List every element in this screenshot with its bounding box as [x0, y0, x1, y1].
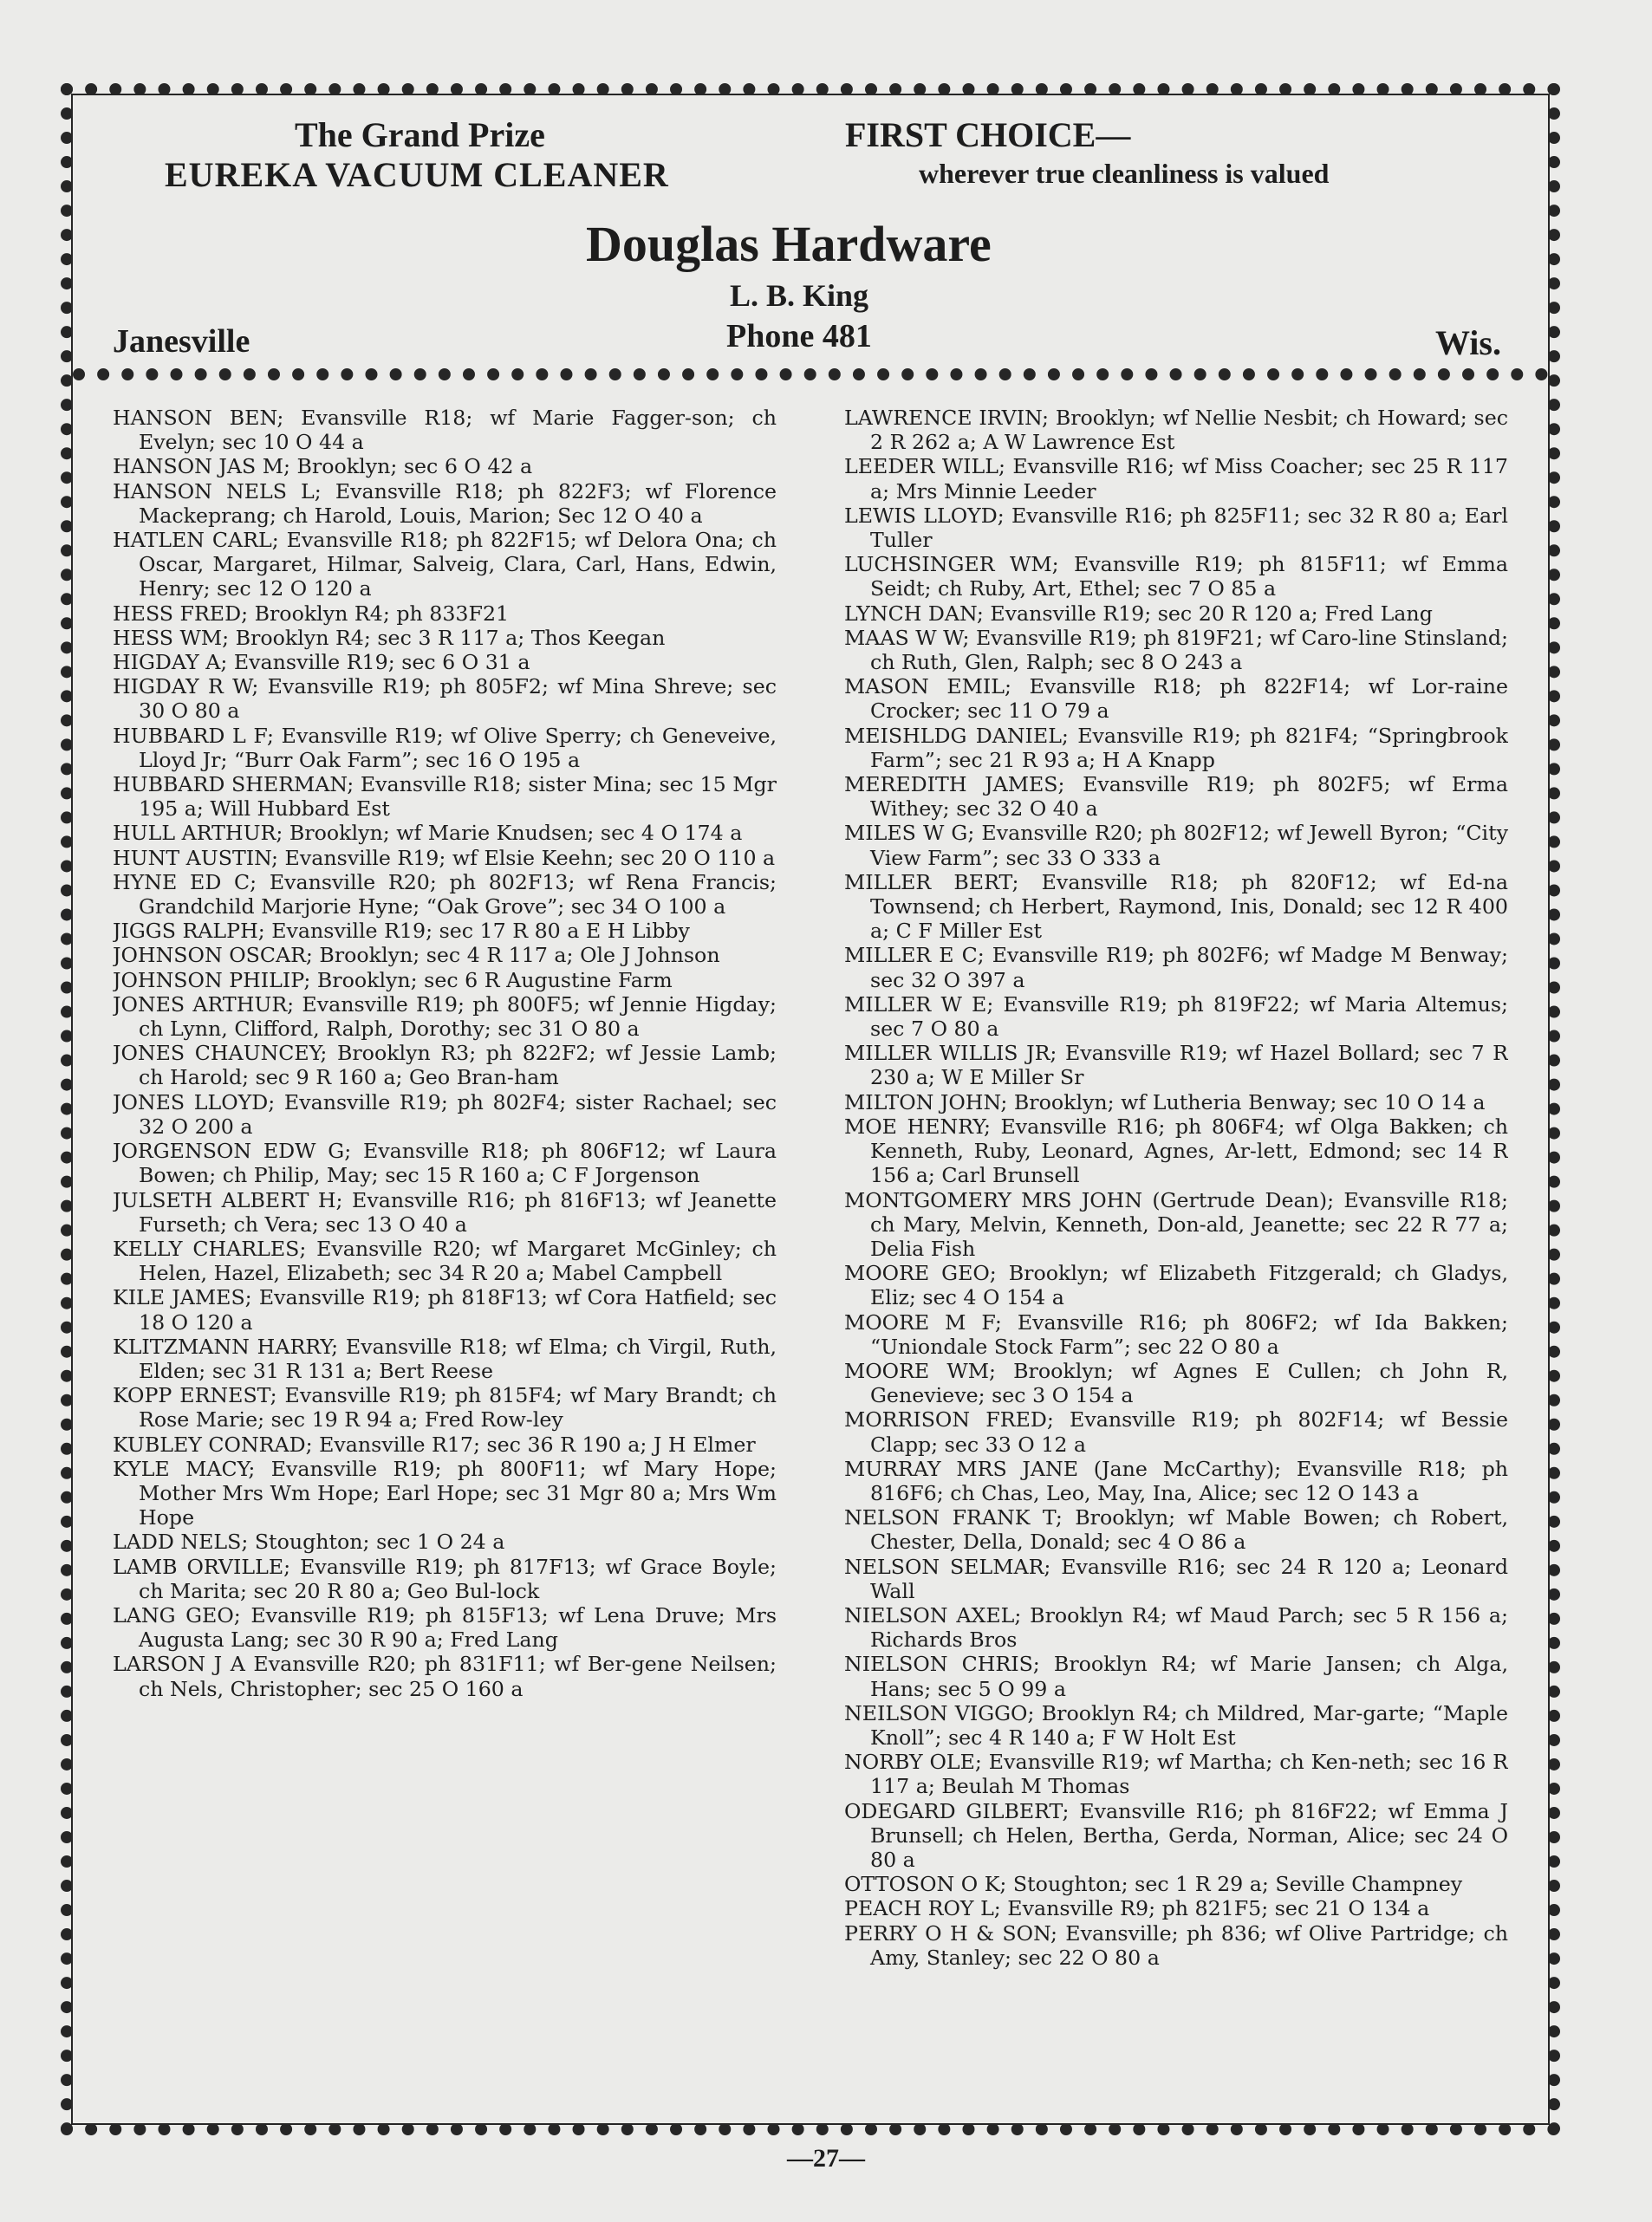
- directory-entry: MILTON JOHN; Brooklyn; wf Lutheria Benway; sec 10 O 14 a: [844, 1089, 1486, 1114]
- directory-entry: MASON EMIL; Evansville R18; ph 822F14; wf Lor-raine Crocker; sec 11 O 79 a: [844, 674, 1508, 724]
- directory-entry: NEILSON VIGGO; Brooklyn R4; ch Mildred, Mar-garte; “Maple Knoll”; sec 4 R 140 a; F W Holt Est: [844, 1700, 1508, 1750]
- directory-entry: MEISHLDG DANIEL; Evansville R19; ph 821F4; “Springbrook Farm”; sec 21 R 93 a; H A Knapp: [844, 723, 1508, 772]
- right-column: [844, 406, 1508, 2087]
- directory-entry: MOORE GEO; Brooklyn; wf Elizabeth Fitzgerald; ch Gladys, Eliz; sec 4 O 154 a: [844, 1261, 1508, 1310]
- directory-entry: MONTGOMERY MRS JOHN (Gertrude Dean); Evansville R18; ch Mary, Melvin, Kenneth, Don-ald, Jeanette; sec 22 R 77 a; Delia Fish: [844, 1187, 1508, 1261]
- directory-entry: HIGDAY R W; Evansville R19; ph 805F2; wf Mina Shreve; sec 30 O 80 a: [113, 674, 777, 724]
- directory-entry: NELSON SELMAR; Evansville R16; sec 24 R 120 a; Leonard Wall: [844, 1554, 1508, 1603]
- left-column: [113, 406, 777, 2087]
- directory-entry: JOHNSON OSCAR; Brooklyn; sec 4 R 117 a; Ole J Johnson: [113, 943, 720, 968]
- directory-entry: MILES W G; Evansville R20; ph 802F12; wf Jewell Byron; “City View Farm”; sec 33 O 333 a: [844, 821, 1508, 870]
- directory-entry: HANSON JAS M; Brooklyn; sec 6 O 42 a: [113, 454, 533, 479]
- directory-entry: HUBBARD L F; Evansville R19; wf Olive Sperry; ch Geneveive, Lloyd Jr; “Burr Oak Farm”; sec 16 O 195 a: [113, 723, 777, 772]
- directory-entry: NIELSON AXEL; Brooklyn R4; wf Maud Parch; sec 5 R 156 a; Richards Bros: [844, 1602, 1508, 1653]
- directory-entry: MURRAY MRS JANE (Jane McCarthy); Evansville R18; ph 816F6; ch Chas, Leo, May, Ina, Alice; sec 12 O 143 a: [844, 1456, 1508, 1505]
- directory-entry: MAAS W W; Evansville R19; ph 819F21; wf Caro-line Stinsland; ch Ruth, Glen, Ralph; sec 8 O 243 a: [844, 625, 1508, 675]
- directory-entry: JONES LLOYD; Evansville R19; ph 802F4; sister Rachael; sec 32 O 200 a: [113, 1089, 777, 1139]
- directory-entry: HANSON NELS L; Evansville R18; ph 822F3; wf Florence Mackeprang; ch Harold, Louis, Marion; Sec 12 O 40 a: [113, 478, 777, 528]
- directory-entry: HUNT AUSTIN; Evansville R19; wf Elsie Keehn; sec 20 O 110 a: [113, 845, 776, 870]
- directory-entry: KILE JAMES; Evansville R19; ph 818F13; wf Cora Hatfield; sec 18 O 120 a: [113, 1285, 777, 1335]
- directory-entry: NIELSON CHRIS; Brooklyn R4; wf Marie Jansen; ch Alga, Hans; sec 5 O 99 a: [844, 1652, 1508, 1701]
- ad-left-line2: EUREKA VACUUM CLEANER: [165, 155, 669, 194]
- directory-entry: LUCHSINGER WM; Evansville R19; ph 815F11; wf Emma Seidt; ch Ruby, Art, Ethel; sec 7 O 85 a: [844, 552, 1508, 601]
- directory-entry: KOPP ERNEST; Evansville R19; ph 815F4; wf Mary Brandt; ch Rose Marie; sec 19 R 94 a; Fred Row-ley: [113, 1383, 777, 1433]
- directory-entry: LARSON J A Evansville R20; ph 831F11; wf Ber-gene Neilsen; ch Nels, Christopher; sec 25 O 160 a: [113, 1652, 777, 1701]
- directory-entry: MILLER W E; Evansville R19; ph 819F22; wf Maria Altemus; sec 7 O 80 a: [844, 991, 1508, 1042]
- directory-entry: JULSETH ALBERT H; Evansville R16; ph 816F13; wf Jeanette Furseth; ch Vera; sec 13 O 40 a: [113, 1187, 777, 1237]
- advertisement: [0, 0, 1652, 381]
- directory-entry: PERRY O H & SON; Evansville; ph 836; wf Olive Partridge; ch Amy, Stanley; sec 22 O 80 a: [844, 1920, 1508, 1970]
- ad-state: Wis.: [1435, 323, 1501, 362]
- directory-entry: MOE HENRY; Evansville R16; ph 806F4; wf Olga Bakken; ch Kenneth, Ruby, Leonard, Agnes, Ar-lett, Edmond; sec 14 R 156 a; Carl Brunsell: [844, 1114, 1508, 1188]
- directory-entry: MILLER WILLIS JR; Evansville R19; wf Hazel Bollard; sec 7 R 230 a; W E Miller Sr: [844, 1041, 1508, 1090]
- directory-entry: JORGENSON EDW G; Evansville R18; ph 806F12; wf Laura Bowen; ch Philip, May; sec 15 R 160 a; C F Jorgenson: [113, 1139, 777, 1188]
- directory-entry: MILLER E C; Evansville R19; ph 802F6; wf Madge M Benway; sec 32 O 397 a: [844, 943, 1508, 992]
- directory-entry: LEEDER WILL; Evansville R16; wf Miss Coacher; sec 25 R 117 a; Mrs Minnie Leeder: [844, 454, 1508, 504]
- directory-entry: HANSON BEN; Evansville R18; wf Marie Fagger-son; ch Evelyn; sec 10 O 44 a: [113, 406, 777, 455]
- directory-entry: LYNCH DAN; Evansville R19; sec 20 R 120 a; Fred Lang: [844, 601, 1433, 626]
- directory-entry: MILLER BERT; Evansville R18; ph 820F12; wf Ed-na Townsend; ch Herbert, Raymond, Inis, Donald; sec 12 R 400 a; C F Miller Est: [844, 869, 1508, 944]
- directory-entry: HUBBARD SHERMAN; Evansville R18; sister Mina; sec 15 Mgr 195 a; Will Hubbard Est: [113, 772, 777, 822]
- directory-entry: JONES ARTHUR; Evansville R19; ph 800F5; wf Jennie Higday; ch Lynn, Clifford, Ralph, Dorothy; sec 31 O 80 a: [113, 991, 777, 1042]
- directory-entry: JONES CHAUNCEY; Brooklyn R3; ph 822F2; wf Jessie Lamb; ch Harold; sec 9 R 160 a; Geo Bran-ham: [113, 1041, 777, 1090]
- directory-entry: LAMB ORVILLE; Evansville R19; ph 817F13; wf Grace Boyle; ch Marita; sec 20 R 80 a; Geo Bul-lock: [113, 1554, 777, 1603]
- directory-entry: MOORE WM; Brooklyn; wf Agnes E Cullen; ch John R, Genevieve; sec 3 O 154 a: [844, 1358, 1508, 1408]
- directory-entry: MOORE M F; Evansville R16; ph 806F2; wf Ida Bakken; “Uniondale Stock Farm”; sec 22 O 80 a: [844, 1309, 1508, 1359]
- directory-entry: HYNE ED C; Evansville R20; ph 802F13; wf Rena Francis; Grandchild Marjorie Hyne; “Oak Grove”; sec 34 O 100 a: [113, 869, 777, 919]
- directory-entry: NORBY OLE; Evansville R19; wf Martha; ch Ken-neth; sec 16 R 117 a; Beulah M Thomas: [844, 1750, 1508, 1799]
- directory-entry: KLITZMANN HARRY; Evansville R18; wf Elma; ch Virgil, Ruth, Elden; sec 31 R 131 a; Bert Reese: [113, 1334, 777, 1383]
- directory-entry: JIGGS RALPH; Evansville R19; sec 17 R 80 a E H Libby: [113, 919, 690, 944]
- directory-entry: NELSON FRANK T; Brooklyn; wf Mable Bowen; ch Robert, Chester, Della, Donald; sec 4 O 86 a: [844, 1505, 1508, 1555]
- directory-entry: KUBLEY CONRAD; Evansville R17; sec 36 R 190 a; J H Elmer: [113, 1432, 756, 1457]
- ad-divider: [73, 368, 1548, 380]
- directory-entry: KYLE MACY; Evansville R19; ph 800F11; wf Mary Hope; Mother Mrs Wm Hope; Earl Hope; sec 31 Mgr 80 a; Mrs Wm Hope: [113, 1456, 777, 1530]
- ad-right-line2: wherever true cleanliness is valued: [919, 158, 1330, 189]
- ad-title: Douglas Hardware: [586, 216, 992, 272]
- directory-entry: PEACH ROY L; Evansville R9; ph 821F5; sec 21 O 134 a: [844, 1896, 1430, 1921]
- directory-entry: ODEGARD GILBERT; Evansville R16; ph 816F22; wf Emma J Brunsell; ch Helen, Bertha, Gerda, Norman, Alice; sec 24 O 80 a: [844, 1798, 1508, 1872]
- directory-entry: KELLY CHARLES; Evansville R20; wf Margaret McGinley; ch Helen, Hazel, Elizabeth; sec 34 R 20 a; Mabel Campbell: [113, 1236, 777, 1286]
- ad-city: Janesville: [113, 323, 250, 360]
- directory-entry: HULL ARTHUR; Brooklyn; wf Marie Knudsen; sec 4 O 174 a: [113, 821, 743, 846]
- directory-entry: LEWIS LLOYD; Evansville R16; ph 825F11; sec 32 R 80 a; Earl Tuller: [844, 503, 1508, 553]
- directory-entry: LAWRENCE IRVIN; Brooklyn; wf Nellie Nesbit; ch Howard; sec 2 R 262 a; A W Lawrence Est: [844, 406, 1508, 455]
- directory-entry: MORRISON FRED; Evansville R19; ph 802F14; wf Bessie Clapp; sec 33 O 12 a: [844, 1407, 1508, 1457]
- directory-entry: JOHNSON PHILIP; Brooklyn; sec 6 R Augustine Farm: [113, 967, 673, 992]
- directory-entry: LANG GEO; Evansville R19; ph 815F13; wf Lena Druve; Mrs Augusta Lang; sec 30 R 90 a; Fred Lang: [113, 1602, 777, 1653]
- ad-left-line1: The Grand Prize: [295, 115, 545, 154]
- directory-entry: HIGDAY A; Evansville R19; sec 6 O 31 a: [113, 650, 530, 675]
- ad-phone: Phone 481: [726, 318, 872, 354]
- directory-entry: HESS FRED; Brooklyn R4; ph 833F21: [113, 601, 510, 626]
- directory-entry: MEREDITH JAMES; Evansville R19; ph 802F5; wf Erma Withey; sec 32 O 40 a: [844, 772, 1508, 822]
- directory-entry: LADD NELS; Stoughton; sec 1 O 24 a: [113, 1530, 505, 1555]
- directory-entry: OTTOSON O K; Stoughton; sec 1 R 29 a; Seville Champney: [844, 1872, 1463, 1897]
- directory-entry: HESS WM; Brooklyn R4; sec 3 R 117 a; Thos Keegan: [113, 625, 666, 650]
- ad-right-line1: FIRST CHOICE—: [845, 115, 1131, 154]
- directory-entry: HATLEN CARL; Evansville R18; ph 822F15; wf Delora Ona; ch Oscar, Margaret, Hilmar, Salveig, Clara, Carl, Hans, Edwin, Henry; sec 12 O 120 a: [113, 528, 777, 601]
- page-number: —27—: [787, 2144, 865, 2173]
- ad-owner: L. B. King: [730, 278, 869, 313]
